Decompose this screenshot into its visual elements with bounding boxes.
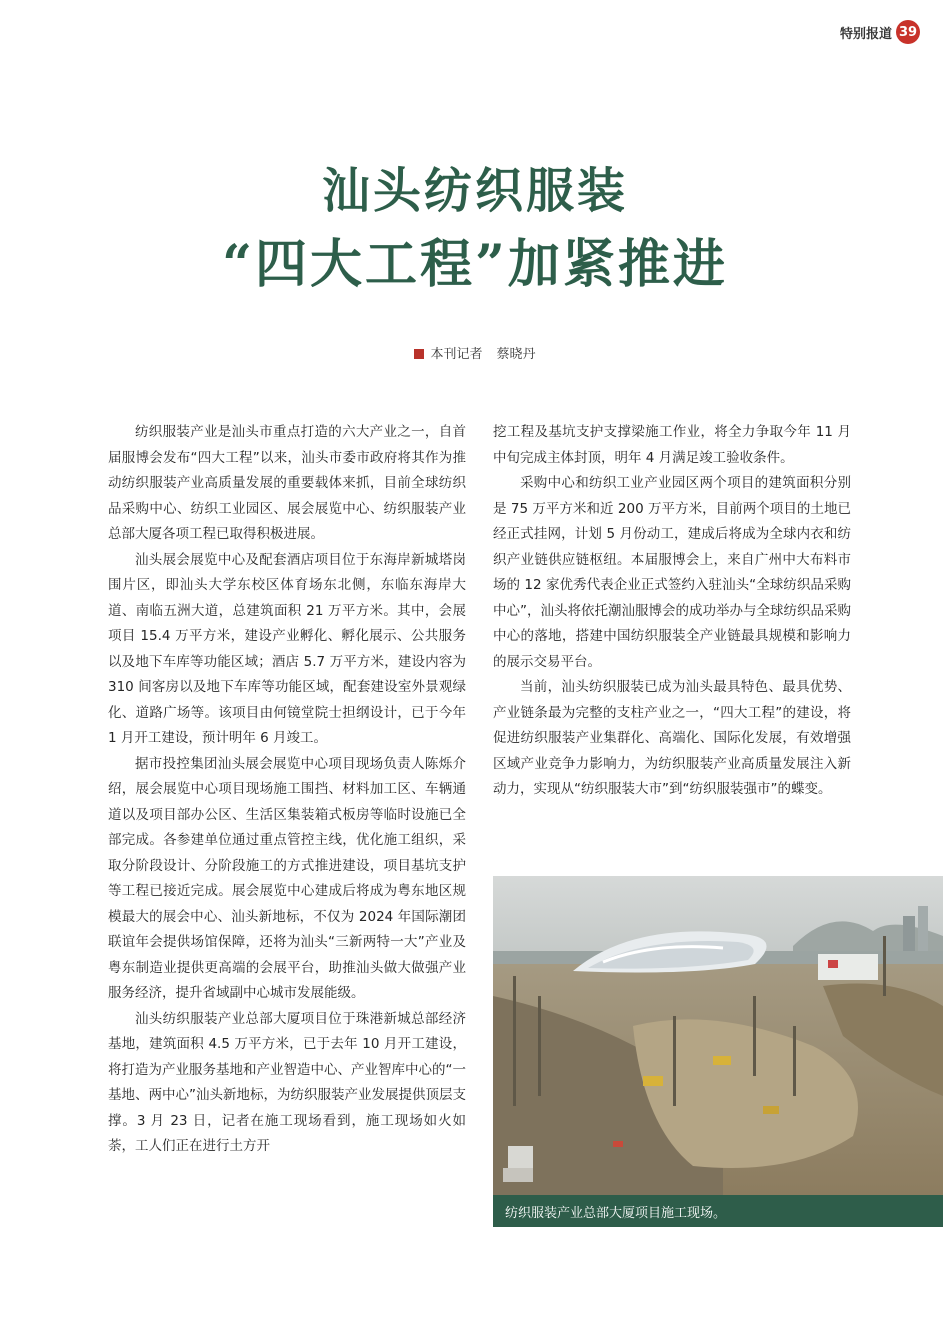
left-column [108, 420, 466, 1160]
construction-site-photo [493, 876, 943, 1226]
paragraph: 采购中心和纺织工业产业园区两个项目的建筑面积分别是 75 万平方米和近 200 万平方米，目前两个项目的土地已经正式挂网，计划 5 月份动工，建成后将成为全球内衣和纺织产业链供应链枢纽。本届服博会上，来自广州中大布料市场的 12 家优秀代表企业正式签约入驻汕头“全球纺织品采购中心”，汕头将依托潮汕服博会的成功举办与全球纺织品采购中心的落地，搭建中国纺织服装全产业链最具规模和影响力的展示交易平台。 [493, 475, 851, 670]
photo-caption: 纺织服装产业总部大厦项目施工现场。 [493, 1195, 943, 1227]
article-title-line2: “四大工程”加紧推进 [222, 234, 728, 295]
section-label: 特别报道 [839, 26, 892, 42]
byline-author: 蔡晓丹 [496, 347, 536, 362]
construction-site-illustration [493, 876, 943, 1196]
byline-marker-icon [414, 349, 424, 359]
paragraph: 挖工程及基坑支护支撑梁施工作业，将全力争取今年 11 月中旬完成主体封顶，明年 4 月满足竣工验收条件。 [493, 424, 851, 466]
article-title-line1: 汕头纺织服装 [321, 163, 628, 219]
paragraph: 当前，汕头纺织服装已成为汕头最具特色、最具优势、产业链条最为完整的支柱产业之一，“四大工程”的建设，将促进纺织服装产业集群化、高端化、国际化发展，有效增强区域产业竞争力影响力，为纺织服装产业高质量发展注入新动力，实现从“纺织服装大市”到“纺织服装强市”的蝶变。 [493, 679, 851, 797]
page-number-badge: 39 [896, 20, 920, 44]
paragraph: 纺织服装产业是汕头市重点打造的六大产业之一，自首届服博会发布“四大工程”以来，汕头市委市政府将其作为推动纺织服装产业高质量发展的重要载体来抓，目前全球纺织品采购中心、纺织工业园区、展会展览中心、纺织服装产业总部大厦各项工程已取得积极进展。 [108, 424, 466, 542]
right-column [493, 420, 851, 803]
byline [0, 343, 950, 362]
paragraph: 汕头纺织服装产业总部大厦项目位于珠港新城总部经济基地，建筑面积 4.5 万平方米，已于去年 10 月开工建设，将打造为产业服务基地和产业智造中心、产业智库中心的“一基地、两中心”汕头新地标，为纺织服装产业发展提供顶层支撑。3 月 23 日，记者在施工现场看到，施工现场如火如荼，工人们正在进行土方开 [108, 1010, 466, 1154]
paragraph: 据市投控集团汕头展会展览中心项目现场负责人陈烁介绍，展会展览中心项目现场施工围挡、材料加工区、车辆通道以及项目部办公区、生活区集装箱式板房等临时设施已全部完成。各参建单位通过重点管控主线，优化施工组织，采取分阶段设计、分阶段施工的方式推进建设，项目基坑支护等工程已接近完成。展会展览中心建成后将成为粤东地区规模最大的展会中心、汕头新地标，不仅为 2024 年国际潮团联谊年会提供场馆保障，还将为汕头“三新两特一大”产业及粤东制造业提供更高端的会展平台，助推汕头做大做强产业服务经济，提升省域副中心城市发展能级。 [108, 755, 466, 1001]
paragraph: 汕头展会展览中心及配套酒店项目位于东海岸新城塔岗围片区，即汕头大学东校区体育场东北侧，东临东海岸大道、南临五洲大道，总建筑面积 21 万平方米。其中，会展项目 15.4 万平方米，建设产业孵化、孵化展示、公共服务以及地下车库等功能区域；酒店 5.7 万平方米，建设内容为 310 间客房以及地下车库等功能区域，配套建设室外景观绿化、道路广场等。该项目由何镜堂院士担纲设计，已于今年 1 月开工建设，预计明年 6 月竣工。 [108, 551, 466, 746]
page-header [840, 20, 920, 44]
byline-role: 本刊记者 [430, 347, 483, 362]
